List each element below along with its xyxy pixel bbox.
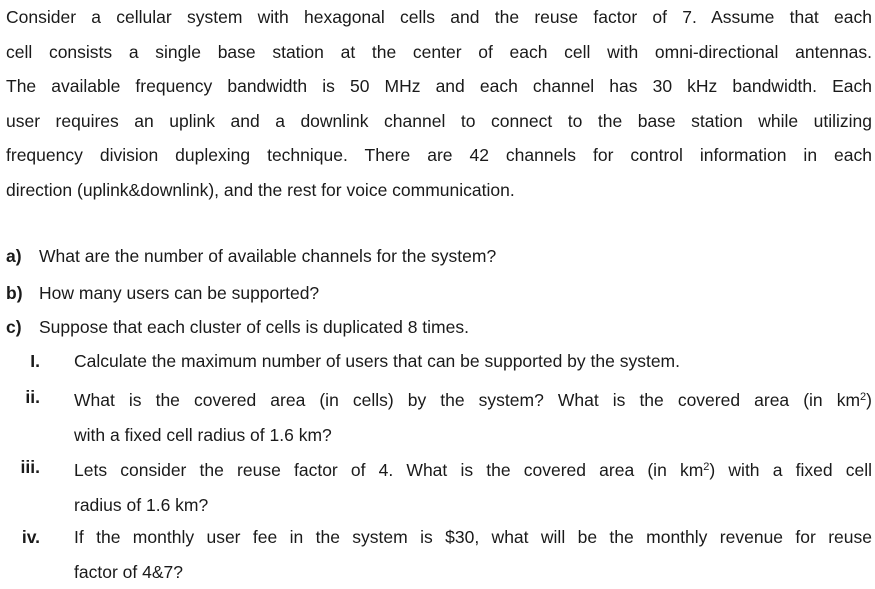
statement-line-1: Consider a cellular system with hexagonal cells and the reuse factor of 7. Assume that each [6, 0, 872, 35]
subquestion-i-text: Calculate the maximum number of users that can be supported by the system. [74, 344, 872, 379]
superscript-2: 2 [703, 461, 709, 473]
subquestion-ii-line-1: What is the covered area (in cells) by the system? What is the covered area (in $km^2$) [74, 380, 872, 418]
subquestion-iii-label: iii. [6, 450, 40, 485]
question-a-label: a) [6, 246, 39, 267]
statement-line-4: user requires an uplink and a downlink channel to connect to the base station while utilizing [6, 104, 872, 139]
statement-line-3: The available frequency bandwidth is 50 MHz and each channel has 30 kHz bandwidth. Each [6, 69, 872, 104]
subquestion-iii-line-1: Lets consider the reuse factor of 4. What is the covered area (in $km^2$) with a fixed cell [74, 450, 872, 488]
question-a-text: What are the number of available channels for the system? [39, 246, 872, 267]
subquestion-iv-line-1: If the monthly user fee in the system is $30, what will be the monthly revenue for reuse [74, 520, 872, 555]
question-c-label: c) [6, 317, 39, 338]
question-b [6, 283, 872, 304]
question-b-label: b) [6, 283, 39, 304]
subquestion-ii-label: ii. [6, 380, 40, 415]
question-a [6, 246, 872, 267]
question-c-text: Suppose that each cluster of cells is duplicated 8 times. [39, 317, 872, 338]
question-c [6, 317, 872, 338]
subquestion-ii-line-2: with a fixed cell radius of 1.6 km? [74, 418, 872, 453]
question-b-text: How many users can be supported? [39, 283, 872, 304]
statement-line-2: cell consists a single base station at the center of each cell with omni-directional antennas. [6, 35, 872, 70]
problem-document [6, 0, 872, 207]
subquestion-iv-label: iv. [6, 520, 40, 555]
statement-line-6: direction (uplink&downlink), and the rest for voice communication. [6, 173, 872, 208]
problem-statement [6, 0, 872, 207]
subquestion-iii-line-2: radius of 1.6 km? [74, 488, 872, 523]
superscript-2: 2 [860, 391, 866, 403]
subquestion-iv-line-2: factor of 4&7? [74, 555, 872, 589]
subquestion-i-label: I. [6, 344, 40, 379]
statement-line-5: frequency division duplexing technique. There are 42 channels for control information in each [6, 138, 872, 173]
